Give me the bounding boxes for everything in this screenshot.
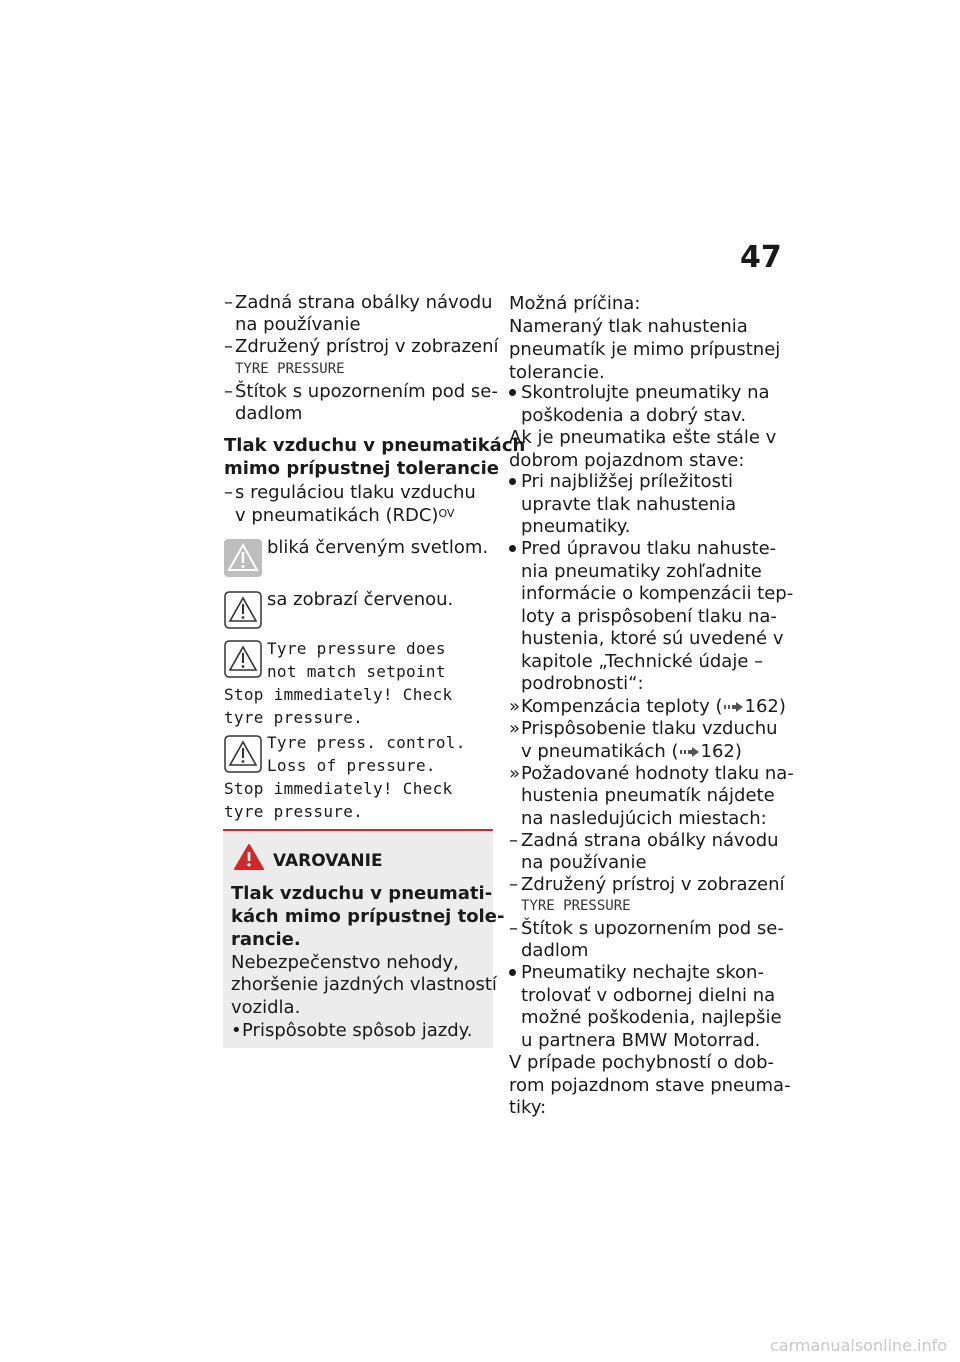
paragraph-line: tolerancie.: [509, 362, 605, 383]
warning-text: Nebezpečenstvo nehody,: [231, 952, 459, 973]
display-message: Stop immediately! Check: [224, 685, 453, 704]
dash-bullet: –: [509, 830, 518, 851]
paragraph-line: V prípade pochybností o dob-: [509, 1052, 775, 1073]
icon-description: sa zobrazí červenou.: [267, 589, 454, 610]
chevron-bullet-icon: »: [509, 718, 521, 739]
list-item: Zadná strana obálky návodu: [235, 292, 493, 313]
list-item: na používanie: [235, 314, 361, 335]
dash-bullet: –: [224, 292, 233, 313]
step-line: možné poškodenia, najlepšie: [521, 1007, 782, 1028]
page-arrow-icon: [679, 745, 701, 759]
dash-bullet: –: [224, 336, 233, 357]
cross-reference[interactable]: [521, 741, 742, 764]
step-line: Pred úpravou tlaku nahuste-: [521, 538, 777, 559]
warning-triangle-icon: [224, 539, 260, 575]
list-item: [235, 505, 454, 528]
paragraph-line: pneumatík je mimo prípustnej: [509, 339, 781, 360]
dash-bullet: –: [224, 381, 233, 402]
display-message: Tyre press. control.: [267, 733, 466, 752]
display-text: TYRE PRESSURE: [235, 361, 345, 377]
step-line: upravte tlak nahustenia: [521, 494, 737, 515]
list-item: Združený prístroj v zobrazení: [235, 336, 499, 357]
section-heading: Tlak vzduchu v pneumatikách: [224, 435, 526, 456]
bullet-dot: [509, 478, 516, 485]
paragraph-line: dobrom pojazdnom stave:: [509, 450, 745, 471]
chevron-bullet-icon: »: [509, 696, 521, 717]
bullet-dot: [509, 969, 516, 976]
page-arrow-icon: [723, 700, 745, 714]
paragraph-line: rom pojazdnom stave pneuma-: [509, 1075, 791, 1096]
reference-text: Kompenzácia teploty (: [521, 696, 723, 717]
warning-triangle-icon: [224, 735, 260, 771]
display-message: Stop immediately! Check: [224, 779, 453, 798]
step-line: Skontrolujte pneumatiky na: [521, 382, 770, 403]
display-message: tyre pressure.: [224, 802, 364, 821]
display-message: tyre pressure.: [224, 708, 364, 727]
icon-description: bliká červeným svetlom.: [267, 537, 489, 558]
section-heading: mimo prípustnej tolerancie: [224, 458, 499, 479]
step-line: podrobnosti“:: [521, 673, 644, 694]
list-item-text: v pneumatikách (RDC): [235, 505, 439, 526]
cause-label: Možná príčina:: [509, 293, 641, 314]
page-reference: 162): [744, 696, 786, 717]
dash-bullet: –: [509, 874, 518, 895]
dash-bullet: –: [224, 482, 233, 503]
footer-watermark[interactable]: carmanualsonline.info: [770, 1336, 948, 1355]
step-line: trolovať v odbornej dielni na: [521, 985, 776, 1006]
bullet-dot: [509, 389, 516, 396]
step-line: hustenia, ktoré sú uvedené v: [521, 628, 784, 649]
list-item: na používanie: [521, 852, 647, 873]
page-reference: 162): [700, 741, 742, 762]
warning-action: Prispôsobte spôsob jazdy.: [242, 1020, 473, 1041]
warning-text: vozidla.: [231, 997, 301, 1018]
warning-heading: rancie.: [231, 929, 301, 950]
list-item: Združený prístroj v zobrazení: [521, 874, 785, 895]
cross-reference[interactable]: [521, 696, 786, 719]
display-text: TYRE PRESSURE: [521, 898, 631, 914]
step-line: Pneumatiky nechajte skon-: [521, 962, 764, 983]
list-item: Štítok s upozornením pod se-: [521, 918, 784, 939]
warning-title: VAROVANIE: [273, 851, 383, 871]
step-line: loty a prispôsobení tlaku na-: [521, 606, 777, 627]
bullet: •: [231, 1020, 242, 1041]
display-message: not match setpoint: [267, 662, 446, 681]
step-line: Pri najbližšej príležitosti: [521, 471, 734, 492]
reference-line: hustenia pneumatík nájdete: [521, 785, 775, 806]
step-line: poškodenia a dobrý stav.: [521, 405, 747, 426]
page-number: 47: [740, 240, 782, 275]
option-superscript: OV: [438, 507, 455, 520]
list-item: Zadná strana obálky návodu: [521, 830, 779, 851]
bullet-dot: [509, 545, 516, 552]
list-item: dadlom: [521, 940, 589, 961]
reference-line: Prispôsobenie tlaku vzduchu: [521, 718, 778, 739]
list-item: s reguláciou tlaku vzduchu: [235, 482, 476, 503]
warning-heading: kách mimo prípustnej tole-: [231, 906, 505, 927]
step-line: kapitole „Technické údaje –: [521, 651, 764, 672]
paragraph-line: Nameraný tlak nahustenia: [509, 316, 748, 337]
display-message: Loss of pressure.: [267, 756, 436, 775]
warning-heading: Tlak vzduchu v pneumati-: [231, 883, 493, 904]
step-line: u partnera BMW Motorrad.: [521, 1030, 761, 1051]
list-item: Štítok s upozornením pod se-: [235, 381, 498, 402]
list-item: dadlom: [235, 403, 303, 424]
warning-icon: [233, 843, 265, 875]
dash-bullet: –: [509, 918, 518, 939]
paragraph-line: tiky:: [509, 1097, 547, 1118]
step-line: nia pneumatiky zohľadnite: [521, 561, 762, 582]
step-line: informácie o kompenzácii tep-: [521, 583, 794, 604]
step-line: pneumatiky.: [521, 516, 631, 537]
display-message: Tyre pressure does: [267, 639, 446, 658]
reference-line: Požadované hodnoty tlaku na-: [521, 763, 794, 784]
chevron-bullet-icon: »: [509, 763, 521, 784]
warning-triangle-icon: [224, 640, 260, 676]
warning-text: zhoršenie jazdných vlastností: [231, 974, 497, 995]
paragraph-line: Ak je pneumatika ešte stále v: [509, 427, 777, 448]
reference-line: na nasledujúcich miestach:: [521, 808, 767, 829]
reference-text: v pneumatikách (: [521, 741, 679, 762]
warning-triangle-icon: [224, 591, 260, 627]
